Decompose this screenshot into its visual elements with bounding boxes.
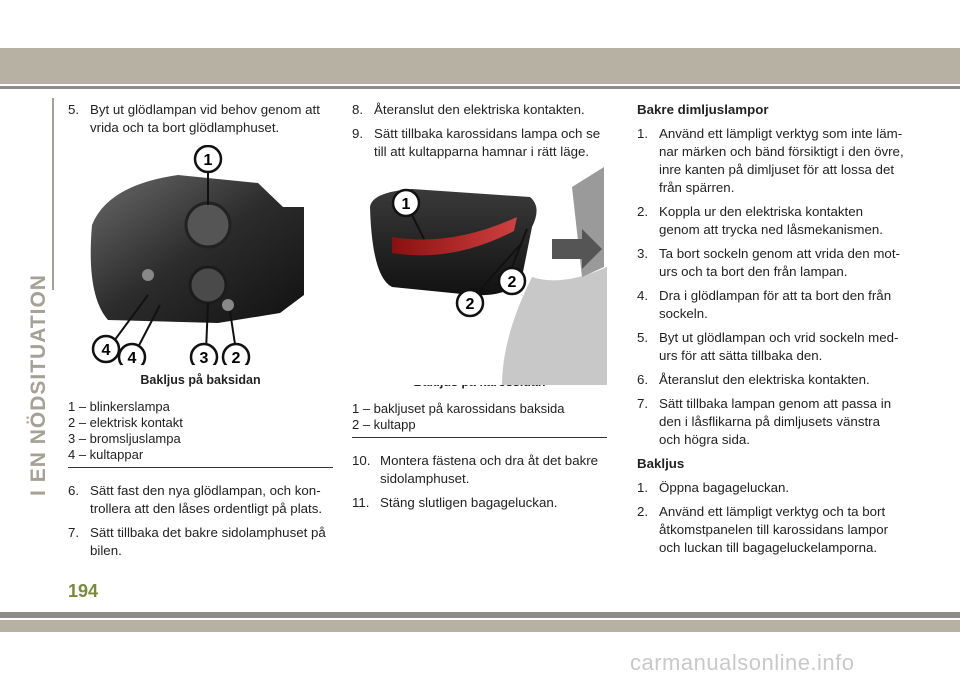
bottom-rule xyxy=(0,612,960,618)
step-text: Stäng slutligen bagageluckan. xyxy=(380,495,558,510)
column-2 xyxy=(352,101,607,518)
column-3 xyxy=(637,101,905,563)
step-text: Dra i glödlampan för att ta bort den från sockeln. xyxy=(659,288,892,321)
step-number: 10. xyxy=(352,453,371,468)
callout-1: 1 xyxy=(203,152,213,169)
legend-item: 1 – blinkerslampa xyxy=(68,399,170,414)
step-number: 5. xyxy=(637,330,649,345)
step-item xyxy=(637,125,905,197)
bulb-socket xyxy=(190,267,226,303)
step-number: 4. xyxy=(637,288,649,303)
step-number: 9. xyxy=(352,126,364,141)
watermark-text: carmanualsonline.info xyxy=(630,650,855,675)
top-banner xyxy=(0,48,960,84)
side-tab-label: I EN NÖDSITUATION xyxy=(27,274,50,496)
legend-item: 1 – bakljuset på karossidans baksida xyxy=(352,401,565,416)
bottom-banner xyxy=(0,620,960,632)
step-number: 7. xyxy=(637,396,649,411)
step-text: Använd ett lämpligt verktyg och ta bort åtkomstpanelen till karossidans lampor och luckan till bagageluckelamporna. xyxy=(659,504,889,555)
rear-lamp-back-illustration xyxy=(68,145,333,365)
step-text: Sätt tillbaka det bakre sidolamphuset på bilen. xyxy=(90,525,326,558)
figure-caption: Bakljus på baksidan xyxy=(140,373,261,387)
step-number: 6. xyxy=(68,483,80,498)
rear-lamp-body-illustration xyxy=(352,167,607,385)
step-number: 8. xyxy=(352,102,364,117)
column-1 xyxy=(68,101,333,566)
step-text: Återanslut den elektriska kontakten. xyxy=(374,102,585,117)
side-tab-line xyxy=(52,98,54,290)
callout-2a: 2 xyxy=(507,274,517,291)
step-number: 1. xyxy=(637,480,649,495)
step-item xyxy=(637,287,905,323)
section-side-tab xyxy=(27,274,50,496)
step-number: 5. xyxy=(68,102,80,117)
section-heading: Bakljus xyxy=(637,456,685,471)
step-text: Byt ut glödlampan och vrid sockeln med-urs för att sätta tillbaka den. xyxy=(659,330,899,363)
legend-item: 3 – bromsljuslampa xyxy=(68,431,181,446)
step-item xyxy=(637,203,905,239)
callout-3: 3 xyxy=(199,350,209,365)
step-item xyxy=(637,479,905,497)
step-item xyxy=(68,524,333,560)
page-number: 194 xyxy=(68,581,99,601)
step-text: Montera fästena och dra åt det bakre sidolamphuset. xyxy=(380,453,599,486)
figure-legend xyxy=(352,401,607,438)
step-text: Återanslut den elektriska kontakten. xyxy=(659,372,870,387)
step-item xyxy=(352,101,607,119)
figure-legend xyxy=(68,399,333,468)
step-text: Sätt fast den nya glödlampan, och kon-trollera att den låses ordentligt på plats. xyxy=(90,483,323,516)
step-item xyxy=(637,329,905,365)
step-number: 3. xyxy=(637,246,649,261)
step-item xyxy=(352,125,607,161)
bulb-socket xyxy=(186,203,230,247)
step-text: Öppna bagageluckan. xyxy=(659,480,790,495)
step-item xyxy=(637,371,905,389)
legend-item: 2 – kultapp xyxy=(352,417,416,432)
step-number: 11. xyxy=(352,495,370,510)
pin xyxy=(222,299,234,311)
legend-item: 2 – elektrisk kontakt xyxy=(68,415,183,430)
step-text: Sätt tillbaka lampan genom att passa in den i låsflikarna på dimljusets vänstra och högra sida. xyxy=(659,396,892,447)
callout-2b: 2 xyxy=(465,296,475,313)
step-text: Ta bort sockeln genom att vrida den mot-urs och ta bort den från lampan. xyxy=(659,246,900,279)
step-text: Använd ett lämpligt verktyg som inte läm-nar märken och bänd försiktigt i den övre, inre kanten på dimljuset för att lossa det från spärren. xyxy=(659,126,904,195)
legend-item: 4 – kultappar xyxy=(68,447,144,462)
step-item xyxy=(352,452,607,488)
step-item xyxy=(637,395,905,449)
step-number: 2. xyxy=(637,504,649,519)
step-item xyxy=(637,245,905,281)
step-item xyxy=(68,482,333,518)
callout-4b: 4 xyxy=(127,350,137,365)
figure-rear-lamp-back xyxy=(68,145,333,365)
pin xyxy=(142,269,154,281)
step-item xyxy=(68,101,333,137)
callout-2: 2 xyxy=(231,350,241,365)
step-number: 6. xyxy=(637,372,649,387)
section-heading: Bakre dimljuslampor xyxy=(637,102,769,117)
step-text: Byt ut glödlampan vid behov genom att vrida och ta bort glödlamphuset. xyxy=(90,102,320,135)
callout-4a: 4 xyxy=(101,342,111,359)
callout-1: 1 xyxy=(401,196,411,213)
step-item xyxy=(352,494,607,512)
step-text: Sätt tillbaka karossidans lampa och se till att kultapparna hamnar i rätt läge. xyxy=(374,126,601,159)
step-number: 1. xyxy=(637,126,649,141)
step-text: Koppla ur den elektriska kontakten genom att trycka ned låsmekanismen. xyxy=(659,204,883,237)
figure-rear-lamp-body xyxy=(352,167,607,385)
step-number: 7. xyxy=(68,525,80,540)
step-item xyxy=(637,503,905,557)
top-rule xyxy=(0,86,960,89)
step-number: 2. xyxy=(637,204,649,219)
